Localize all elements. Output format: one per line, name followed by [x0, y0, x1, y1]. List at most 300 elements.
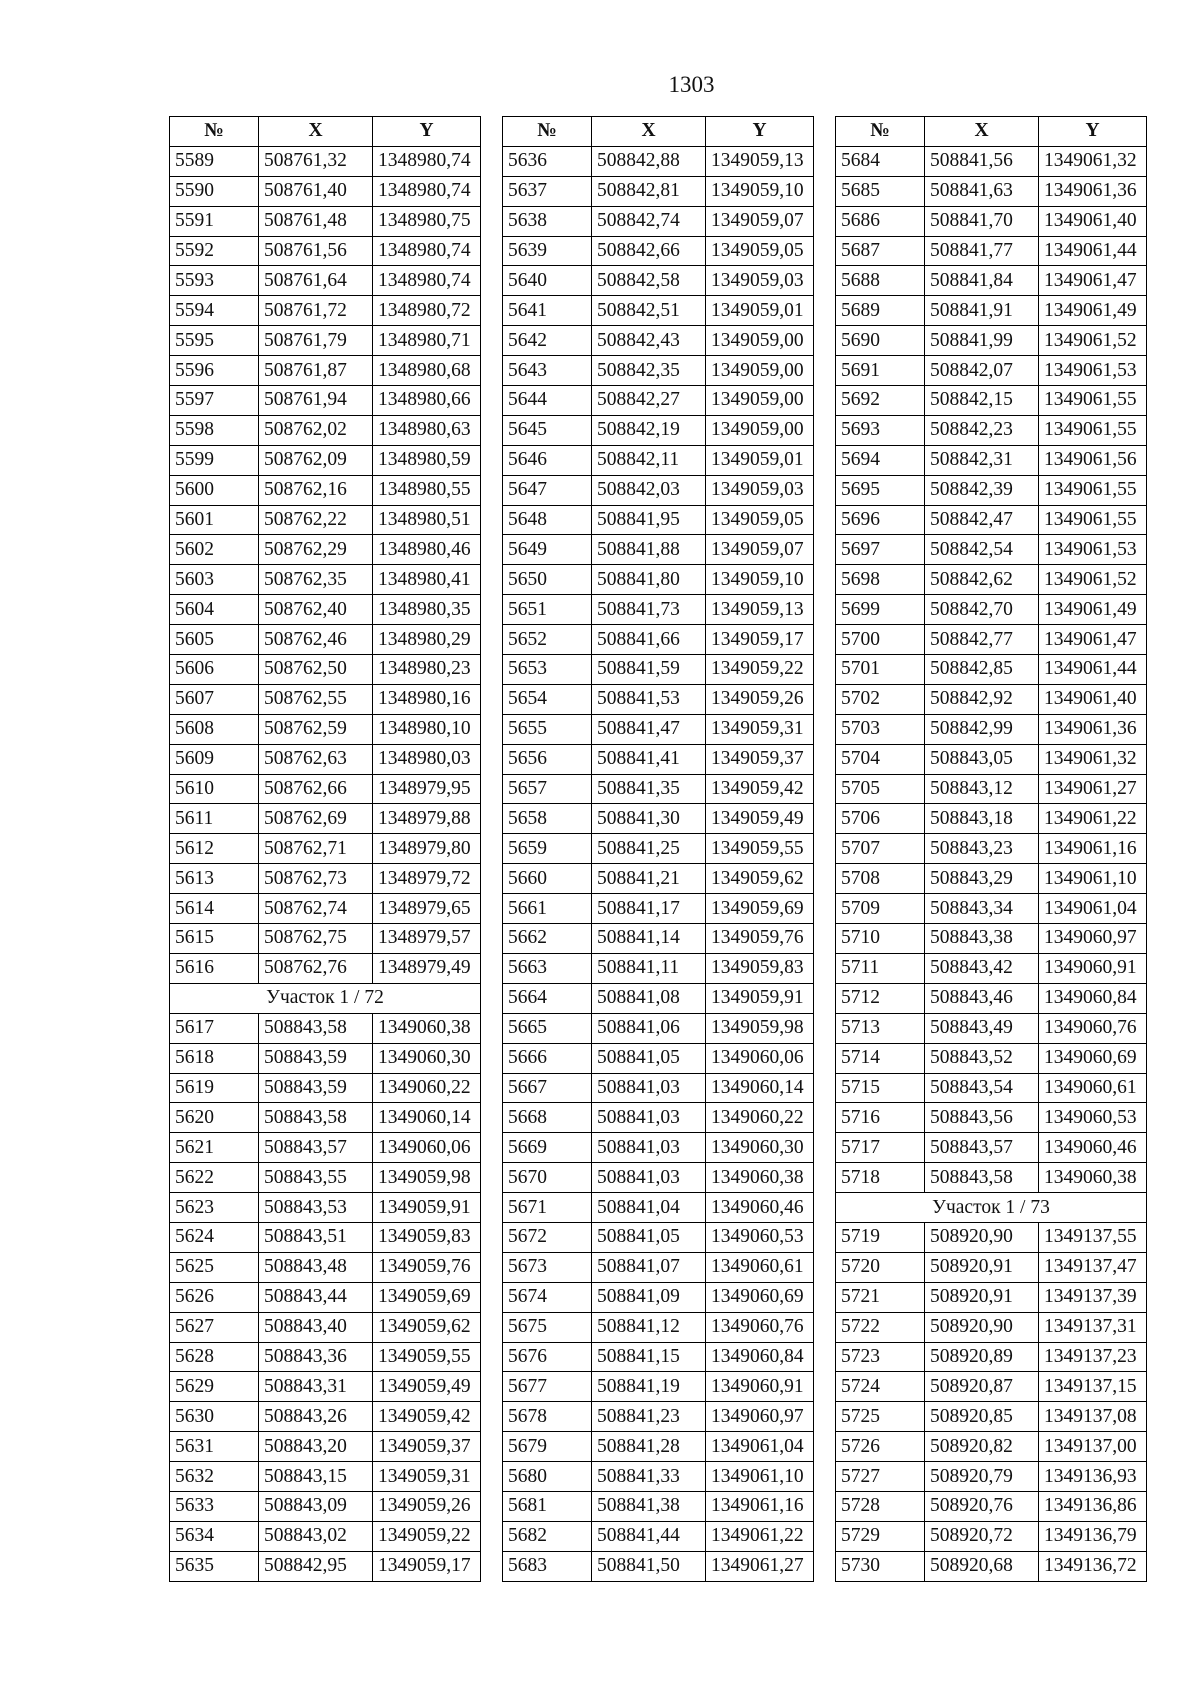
- point-number-cell: 5621: [170, 1133, 259, 1163]
- table-row: [836, 146, 1147, 176]
- table-row: [503, 1103, 814, 1133]
- table-row: [170, 595, 481, 625]
- y-coordinate-cell: 1349060,30: [373, 1043, 481, 1073]
- point-number-cell: 5642: [503, 326, 592, 356]
- x-coordinate-cell: 508841,04: [592, 1193, 706, 1223]
- y-coordinate-cell: 1348979,49: [373, 953, 481, 983]
- point-number-cell: 5593: [170, 266, 259, 296]
- x-coordinate-cell: 508841,53: [592, 684, 706, 714]
- table-row: [503, 625, 814, 655]
- x-coordinate-cell: 508843,05: [925, 744, 1039, 774]
- x-coordinate-cell: 508843,12: [925, 774, 1039, 804]
- point-number-cell: 5718: [836, 1163, 925, 1193]
- table-row: [170, 655, 481, 685]
- x-coordinate-cell: 508762,59: [259, 714, 373, 744]
- table-row: [503, 655, 814, 685]
- table-row: [170, 684, 481, 714]
- point-number-cell: 5679: [503, 1432, 592, 1462]
- table-row: [836, 1013, 1147, 1043]
- point-number-cell: 5715: [836, 1073, 925, 1103]
- table-row: [170, 356, 481, 386]
- x-coordinate-cell: 508842,81: [592, 176, 706, 206]
- x-coordinate-cell: 508842,74: [592, 206, 706, 236]
- section-title: Участок 1 / 73: [836, 1193, 1147, 1223]
- point-number-cell: 5700: [836, 625, 925, 655]
- point-number-cell: 5644: [503, 386, 592, 416]
- point-number-cell: 5640: [503, 266, 592, 296]
- table-row: [836, 535, 1147, 565]
- x-coordinate-cell: 508762,76: [259, 953, 373, 983]
- x-coordinate-cell: 508842,70: [925, 595, 1039, 625]
- point-number-cell: 5607: [170, 684, 259, 714]
- y-coordinate-cell: 1349060,30: [706, 1133, 814, 1163]
- y-coordinate-cell: 1348980,74: [373, 266, 481, 296]
- table-row: [503, 864, 814, 894]
- point-number-cell: 5730: [836, 1551, 925, 1581]
- table-row: [170, 924, 481, 954]
- x-coordinate-cell: 508841,56: [925, 146, 1039, 176]
- x-coordinate-cell: 508843,59: [259, 1043, 373, 1073]
- point-number-cell: 5601: [170, 505, 259, 535]
- table-row: [170, 236, 481, 266]
- x-coordinate-cell: 508761,94: [259, 386, 373, 416]
- x-coordinate-cell: 508841,41: [592, 744, 706, 774]
- table-row: [836, 953, 1147, 983]
- table-row: [836, 1462, 1147, 1492]
- point-number-cell: 5709: [836, 894, 925, 924]
- point-number-cell: 5701: [836, 655, 925, 685]
- y-coordinate-cell: 1349137,15: [1039, 1372, 1147, 1402]
- table-row: [170, 505, 481, 535]
- x-coordinate-cell: 508842,35: [592, 356, 706, 386]
- x-coordinate-cell: 508762,35: [259, 565, 373, 595]
- x-coordinate-cell: 508842,07: [925, 356, 1039, 386]
- y-coordinate-cell: 1348980,41: [373, 565, 481, 595]
- point-number-cell: 5590: [170, 176, 259, 206]
- y-coordinate-cell: 1349060,91: [706, 1372, 814, 1402]
- y-coordinate-cell: 1349059,01: [706, 445, 814, 475]
- point-number-cell: 5710: [836, 924, 925, 954]
- y-coordinate-cell: 1349061,49: [1039, 595, 1147, 625]
- y-coordinate-cell: 1349059,26: [373, 1491, 481, 1521]
- x-coordinate-cell: 508841,12: [592, 1312, 706, 1342]
- x-coordinate-cell: 508841,50: [592, 1551, 706, 1581]
- y-coordinate-cell: 1348980,71: [373, 326, 481, 356]
- header-y: Y: [373, 117, 481, 147]
- point-number-cell: 5618: [170, 1043, 259, 1073]
- y-coordinate-cell: 1348980,55: [373, 475, 481, 505]
- table-row: [170, 1073, 481, 1103]
- table-row: [503, 1402, 814, 1432]
- x-coordinate-cell: 508761,56: [259, 236, 373, 266]
- point-number-cell: 5633: [170, 1491, 259, 1521]
- y-coordinate-cell: 1349059,69: [706, 894, 814, 924]
- header-y: Y: [1039, 117, 1147, 147]
- point-number-cell: 5634: [170, 1521, 259, 1551]
- point-number-cell: 5686: [836, 206, 925, 236]
- y-coordinate-cell: 1349059,76: [706, 924, 814, 954]
- table-row: [503, 1133, 814, 1163]
- y-coordinate-cell: 1349061,10: [1039, 864, 1147, 894]
- x-coordinate-cell: 508842,39: [925, 475, 1039, 505]
- point-number-cell: 5671: [503, 1193, 592, 1223]
- y-coordinate-cell: 1349060,22: [373, 1073, 481, 1103]
- x-coordinate-cell: 508920,90: [925, 1222, 1039, 1252]
- x-coordinate-cell: 508842,27: [592, 386, 706, 416]
- y-coordinate-cell: 1349060,84: [1039, 983, 1147, 1013]
- point-number-cell: 5660: [503, 864, 592, 894]
- y-coordinate-cell: 1349136,79: [1039, 1521, 1147, 1551]
- point-number-cell: 5705: [836, 774, 925, 804]
- x-coordinate-cell: 508842,58: [592, 266, 706, 296]
- table-row: [503, 266, 814, 296]
- table-row: [836, 1551, 1147, 1581]
- point-number-cell: 5713: [836, 1013, 925, 1043]
- y-coordinate-cell: 1349060,38: [373, 1013, 481, 1043]
- table-row: [836, 1252, 1147, 1282]
- table-row: [503, 953, 814, 983]
- table-row: [836, 625, 1147, 655]
- table-row: [836, 1491, 1147, 1521]
- y-coordinate-cell: 1349060,53: [706, 1222, 814, 1252]
- x-coordinate-cell: 508841,47: [592, 714, 706, 744]
- point-number-cell: 5729: [836, 1521, 925, 1551]
- table-row: [170, 1163, 481, 1193]
- y-coordinate-cell: 1349059,26: [706, 684, 814, 714]
- point-number-cell: 5638: [503, 206, 592, 236]
- table-row: [836, 1133, 1147, 1163]
- y-coordinate-cell: 1348980,51: [373, 505, 481, 535]
- x-coordinate-cell: 508843,44: [259, 1282, 373, 1312]
- table-row: [836, 445, 1147, 475]
- y-coordinate-cell: 1349061,47: [1039, 625, 1147, 655]
- x-coordinate-cell: 508841,88: [592, 535, 706, 565]
- table-row: [170, 1432, 481, 1462]
- table-row: [170, 1043, 481, 1073]
- table-row: [836, 1222, 1147, 1252]
- header-number: №: [503, 117, 592, 147]
- point-number-cell: 5698: [836, 565, 925, 595]
- x-coordinate-cell: 508843,51: [259, 1222, 373, 1252]
- point-number-cell: 5609: [170, 744, 259, 774]
- y-coordinate-cell: 1349059,05: [706, 505, 814, 535]
- y-coordinate-cell: 1348980,10: [373, 714, 481, 744]
- y-coordinate-cell: 1349137,47: [1039, 1252, 1147, 1282]
- point-number-cell: 5681: [503, 1491, 592, 1521]
- x-coordinate-cell: 508841,05: [592, 1222, 706, 1252]
- table-row: [836, 415, 1147, 445]
- point-number-cell: 5666: [503, 1043, 592, 1073]
- y-coordinate-cell: 1348980,74: [373, 146, 481, 176]
- x-coordinate-cell: 508841,03: [592, 1163, 706, 1193]
- point-number-cell: 5627: [170, 1312, 259, 1342]
- table-row: [170, 774, 481, 804]
- x-coordinate-cell: 508841,95: [592, 505, 706, 535]
- point-number-cell: 5637: [503, 176, 592, 206]
- x-coordinate-cell: 508843,57: [925, 1133, 1039, 1163]
- x-coordinate-cell: 508841,77: [925, 236, 1039, 266]
- table-row: [170, 894, 481, 924]
- y-coordinate-cell: 1349061,55: [1039, 505, 1147, 535]
- x-coordinate-cell: 508920,82: [925, 1432, 1039, 1462]
- point-number-cell: 5608: [170, 714, 259, 744]
- table-row: [503, 744, 814, 774]
- point-number-cell: 5632: [170, 1462, 259, 1492]
- table-row: [170, 744, 481, 774]
- y-coordinate-cell: 1349061,40: [1039, 684, 1147, 714]
- point-number-cell: 5626: [170, 1282, 259, 1312]
- y-coordinate-cell: 1349059,00: [706, 326, 814, 356]
- point-number-cell: 5592: [170, 236, 259, 266]
- x-coordinate-cell: 508842,51: [592, 296, 706, 326]
- x-coordinate-cell: 508842,11: [592, 445, 706, 475]
- y-coordinate-cell: 1348979,57: [373, 924, 481, 954]
- point-number-cell: 5641: [503, 296, 592, 326]
- x-coordinate-cell: 508841,35: [592, 774, 706, 804]
- y-coordinate-cell: 1348980,74: [373, 176, 481, 206]
- x-coordinate-cell: 508761,48: [259, 206, 373, 236]
- x-coordinate-cell: 508843,59: [259, 1073, 373, 1103]
- x-coordinate-cell: 508843,58: [925, 1163, 1039, 1193]
- x-coordinate-cell: 508843,36: [259, 1342, 373, 1372]
- x-coordinate-cell: 508762,55: [259, 684, 373, 714]
- x-coordinate-cell: 508762,50: [259, 655, 373, 685]
- y-coordinate-cell: 1349136,72: [1039, 1551, 1147, 1581]
- y-coordinate-cell: 1349059,22: [373, 1521, 481, 1551]
- table-row: [836, 1432, 1147, 1462]
- table-row: [503, 714, 814, 744]
- x-coordinate-cell: 508841,03: [592, 1103, 706, 1133]
- x-coordinate-cell: 508920,72: [925, 1521, 1039, 1551]
- x-coordinate-cell: 508761,32: [259, 146, 373, 176]
- table-row: [170, 386, 481, 416]
- point-number-cell: 5619: [170, 1073, 259, 1103]
- table-row: [836, 1163, 1147, 1193]
- table-row: [170, 1013, 481, 1043]
- x-coordinate-cell: 508842,54: [925, 535, 1039, 565]
- x-coordinate-cell: 508843,54: [925, 1073, 1039, 1103]
- point-number-cell: 5673: [503, 1252, 592, 1282]
- header-number: №: [836, 117, 925, 147]
- x-coordinate-cell: 508841,08: [592, 983, 706, 1013]
- x-coordinate-cell: 508843,02: [259, 1521, 373, 1551]
- x-coordinate-cell: 508841,07: [592, 1252, 706, 1282]
- point-number-cell: 5672: [503, 1222, 592, 1252]
- point-number-cell: 5629: [170, 1372, 259, 1402]
- x-coordinate-cell: 508843,58: [259, 1013, 373, 1043]
- y-coordinate-cell: 1349059,07: [706, 206, 814, 236]
- x-coordinate-cell: 508841,38: [592, 1491, 706, 1521]
- table-row: [170, 1402, 481, 1432]
- point-number-cell: 5688: [836, 266, 925, 296]
- x-coordinate-cell: 508761,72: [259, 296, 373, 326]
- table-row: [170, 1252, 481, 1282]
- y-coordinate-cell: 1349059,49: [373, 1372, 481, 1402]
- point-number-cell: 5664: [503, 983, 592, 1013]
- table-row: [503, 1222, 814, 1252]
- table-row: [836, 326, 1147, 356]
- x-coordinate-cell: 508843,53: [259, 1193, 373, 1223]
- point-number-cell: 5714: [836, 1043, 925, 1073]
- table-row: [836, 1073, 1147, 1103]
- point-number-cell: 5693: [836, 415, 925, 445]
- y-coordinate-cell: 1349061,44: [1039, 236, 1147, 266]
- table-row: [503, 1073, 814, 1103]
- y-coordinate-cell: 1349059,22: [706, 655, 814, 685]
- point-number-cell: 5695: [836, 475, 925, 505]
- table-row: [503, 1312, 814, 1342]
- point-number-cell: 5724: [836, 1372, 925, 1402]
- y-coordinate-cell: 1349061,22: [1039, 804, 1147, 834]
- table-row: [170, 206, 481, 236]
- table-row: [836, 1372, 1147, 1402]
- point-number-cell: 5648: [503, 505, 592, 535]
- x-coordinate-cell: 508842,19: [592, 415, 706, 445]
- x-coordinate-cell: 508842,85: [925, 655, 1039, 685]
- table-row: [836, 505, 1147, 535]
- table-row: [170, 266, 481, 296]
- y-coordinate-cell: 1349059,13: [706, 146, 814, 176]
- point-number-cell: 5612: [170, 834, 259, 864]
- table-row: [170, 953, 481, 983]
- point-number-cell: 5669: [503, 1133, 592, 1163]
- page-number: 1303: [668, 72, 715, 97]
- table-row: [836, 655, 1147, 685]
- x-coordinate-cell: 508841,03: [592, 1133, 706, 1163]
- x-coordinate-cell: 508842,66: [592, 236, 706, 266]
- table-row: [170, 475, 481, 505]
- x-coordinate-cell: 508841,17: [592, 894, 706, 924]
- x-coordinate-cell: 508761,87: [259, 356, 373, 386]
- table-row: [503, 296, 814, 326]
- table-row: [836, 176, 1147, 206]
- point-number-cell: 5598: [170, 415, 259, 445]
- coordinates-table-2: [502, 116, 814, 1582]
- point-number-cell: 5670: [503, 1163, 592, 1193]
- y-coordinate-cell: 1348980,46: [373, 535, 481, 565]
- y-coordinate-cell: 1349060,38: [1039, 1163, 1147, 1193]
- x-coordinate-cell: 508920,85: [925, 1402, 1039, 1432]
- x-coordinate-cell: 508841,84: [925, 266, 1039, 296]
- point-number-cell: 5708: [836, 864, 925, 894]
- point-number-cell: 5658: [503, 804, 592, 834]
- x-coordinate-cell: 508841,91: [925, 296, 1039, 326]
- point-number-cell: 5606: [170, 655, 259, 685]
- y-coordinate-cell: 1349059,00: [706, 386, 814, 416]
- y-coordinate-cell: 1349137,31: [1039, 1312, 1147, 1342]
- y-coordinate-cell: 1349137,23: [1039, 1342, 1147, 1372]
- point-number-cell: 5668: [503, 1103, 592, 1133]
- table-row: [503, 176, 814, 206]
- y-coordinate-cell: 1349136,93: [1039, 1462, 1147, 1492]
- table-row: [503, 774, 814, 804]
- y-coordinate-cell: 1349059,01: [706, 296, 814, 326]
- table-row: [503, 415, 814, 445]
- table-row: [836, 565, 1147, 595]
- y-coordinate-cell: 1349060,53: [1039, 1103, 1147, 1133]
- point-number-cell: 5650: [503, 565, 592, 595]
- y-coordinate-cell: 1349059,49: [706, 804, 814, 834]
- point-number-cell: 5726: [836, 1432, 925, 1462]
- y-coordinate-cell: 1349059,00: [706, 415, 814, 445]
- y-coordinate-cell: 1349059,91: [706, 983, 814, 1013]
- x-coordinate-cell: 508843,56: [925, 1103, 1039, 1133]
- table-row: [503, 1282, 814, 1312]
- x-coordinate-cell: 508843,29: [925, 864, 1039, 894]
- y-coordinate-cell: 1348979,80: [373, 834, 481, 864]
- point-number-cell: 5661: [503, 894, 592, 924]
- table-row: [170, 1193, 481, 1223]
- table-row: [503, 1163, 814, 1193]
- table-row: [170, 1372, 481, 1402]
- y-coordinate-cell: 1349059,83: [373, 1222, 481, 1252]
- x-coordinate-cell: 508843,18: [925, 804, 1039, 834]
- y-coordinate-cell: 1349059,37: [373, 1432, 481, 1462]
- x-coordinate-cell: 508762,22: [259, 505, 373, 535]
- x-coordinate-cell: 508843,34: [925, 894, 1039, 924]
- x-coordinate-cell: 508841,44: [592, 1521, 706, 1551]
- x-coordinate-cell: 508841,19: [592, 1372, 706, 1402]
- y-coordinate-cell: 1349061,32: [1039, 744, 1147, 774]
- point-number-cell: 5655: [503, 714, 592, 744]
- header-x: X: [592, 117, 706, 147]
- table-row: [170, 625, 481, 655]
- x-coordinate-cell: 508762,02: [259, 415, 373, 445]
- point-number-cell: 5727: [836, 1462, 925, 1492]
- y-coordinate-cell: 1349060,14: [706, 1073, 814, 1103]
- table-row: [170, 326, 481, 356]
- x-coordinate-cell: 508841,21: [592, 864, 706, 894]
- y-coordinate-cell: 1349061,56: [1039, 445, 1147, 475]
- table-row: [836, 1402, 1147, 1432]
- x-coordinate-cell: 508843,40: [259, 1312, 373, 1342]
- y-coordinate-cell: 1349061,27: [1039, 774, 1147, 804]
- point-number-cell: 5680: [503, 1462, 592, 1492]
- x-coordinate-cell: 508761,64: [259, 266, 373, 296]
- x-coordinate-cell: 508843,26: [259, 1402, 373, 1432]
- y-coordinate-cell: 1349059,10: [706, 565, 814, 595]
- y-coordinate-cell: 1349059,98: [706, 1013, 814, 1043]
- y-coordinate-cell: 1349060,69: [706, 1282, 814, 1312]
- x-coordinate-cell: 508841,25: [592, 834, 706, 864]
- point-number-cell: 5616: [170, 953, 259, 983]
- x-coordinate-cell: 508843,48: [259, 1252, 373, 1282]
- y-coordinate-cell: 1349059,31: [706, 714, 814, 744]
- y-coordinate-cell: 1349061,55: [1039, 475, 1147, 505]
- x-coordinate-cell: 508843,57: [259, 1133, 373, 1163]
- x-coordinate-cell: 508841,14: [592, 924, 706, 954]
- table-row: [836, 714, 1147, 744]
- table-row: [503, 1521, 814, 1551]
- point-number-cell: 5725: [836, 1402, 925, 1432]
- x-coordinate-cell: 508842,99: [925, 714, 1039, 744]
- x-coordinate-cell: 508841,05: [592, 1043, 706, 1073]
- x-coordinate-cell: 508843,31: [259, 1372, 373, 1402]
- table-row: [503, 326, 814, 356]
- x-coordinate-cell: 508841,73: [592, 595, 706, 625]
- y-coordinate-cell: 1349060,06: [373, 1133, 481, 1163]
- y-coordinate-cell: 1349061,40: [1039, 206, 1147, 236]
- table-row: [836, 1521, 1147, 1551]
- point-number-cell: 5646: [503, 445, 592, 475]
- y-coordinate-cell: 1348980,35: [373, 595, 481, 625]
- table-row: [503, 505, 814, 535]
- y-coordinate-cell: 1349060,46: [1039, 1133, 1147, 1163]
- table-row: [503, 356, 814, 386]
- y-coordinate-cell: 1349136,86: [1039, 1491, 1147, 1521]
- y-coordinate-cell: 1349059,55: [706, 834, 814, 864]
- y-coordinate-cell: 1349137,00: [1039, 1432, 1147, 1462]
